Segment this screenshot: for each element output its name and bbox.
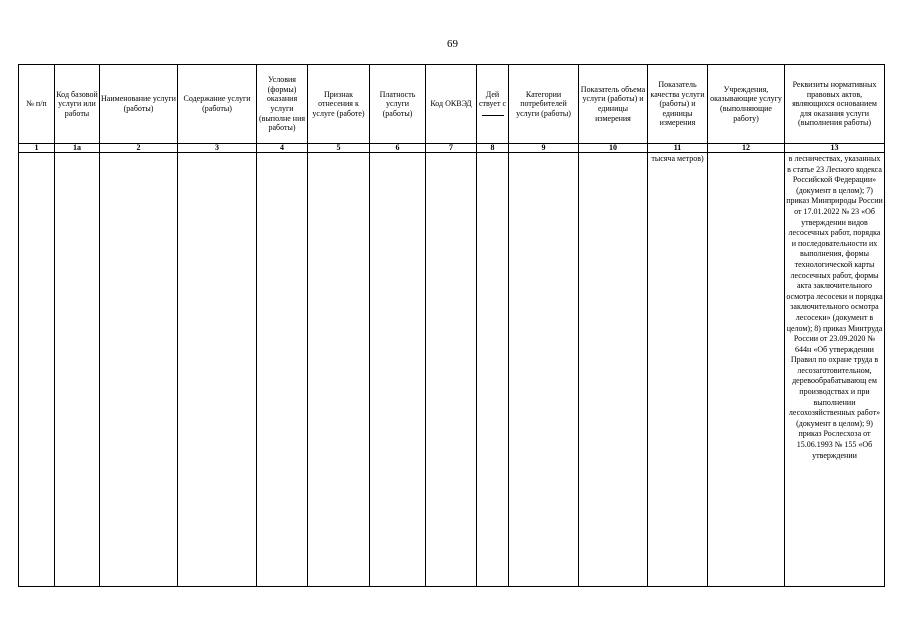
column-number: 7 [426,144,477,153]
table-cell [19,153,55,587]
page-number: 69 [447,38,458,50]
header-legal-acts: Реквизиты нормативных правовых актов, являющихся основанием для оказания услуги (выполнения работы) [785,65,885,144]
table-cell [708,153,785,587]
header-effective-from [477,65,509,144]
column-number: 1 [19,144,55,153]
blank-line [482,115,504,116]
table-cell [579,153,648,587]
table-cell [55,153,100,587]
legal-acts-cell: в лесничествах, указанных в статье 23 Лесного кодекса Российской Федерации» (документ в целом); 7) приказ Минприроды России от 17.01.2022 № 23 «Об утверждении видов лесосечных работ, порядка и последовательности их выполнения, формы технологической карты лесосечных работ, формы акта заключительного осмотра лесосеки и порядка заключительного осмотра лесосеки» (документ в целом); 8) приказ Минтруда России от 23.09.2020 № 644н «Об утверждении Правил по охране труда в лесозаготовительном, деревообрабатывающ ем производствах и при выполнении лесохозяйственных работ» (документ в целом); 9) приказ Рослесхоза от 15.06.1993 № 155 «Об утверждении [785,153,885,587]
header-volume-indicator: Показатель объема услуги (работы) и единицы измерения [579,65,648,144]
column-number-row [19,144,885,153]
header-service-name: Наименование услуги (работы) [100,65,178,144]
column-number: 9 [509,144,579,153]
header-okved: Код ОКВЭД [426,65,477,144]
column-number: 2 [100,144,178,153]
table-header-row [19,65,885,144]
services-register-table [18,64,885,587]
column-number: 12 [708,144,785,153]
column-number: 3 [178,144,257,153]
column-number: 1а [55,144,100,153]
table-cell [308,153,370,587]
table-cell [178,153,257,587]
column-number: 10 [579,144,648,153]
table-cell [370,153,426,587]
header-consumer-categories: Категории потребителей услуги (работы) [509,65,579,144]
column-number: 8 [477,144,509,153]
table-cell [477,153,509,587]
table-cell [100,153,178,587]
column-number: 11 [648,144,708,153]
header-conditions: Условия (формы) оказания услуги (выполне ния работы) [257,65,308,144]
header-institutions: Учреждения, оказывающие услугу (выполняющие работу) [708,65,785,144]
table-cell [509,153,579,587]
column-number: 4 [257,144,308,153]
column-number: 6 [370,144,426,153]
header-service-content: Содержание услуги (работы) [178,65,257,144]
table-cell [426,153,477,587]
header-number: № п/п [19,65,55,144]
column-number: 5 [308,144,370,153]
header-base-code: Код базовой услуги или работы [55,65,100,144]
table-row [19,153,885,587]
quality-indicator-cell: тысяча метров) [648,153,708,587]
header-effective-from-label: Дей ствует с [478,89,507,109]
column-number: 13 [785,144,885,153]
header-attribute: Признак отнесения к услуге (работе) [308,65,370,144]
header-quality-indicator: Показатель качества услуги (работы) и единицы измерения [648,65,708,144]
header-payment: Платность услуги (работы) [370,65,426,144]
table-cell [257,153,308,587]
